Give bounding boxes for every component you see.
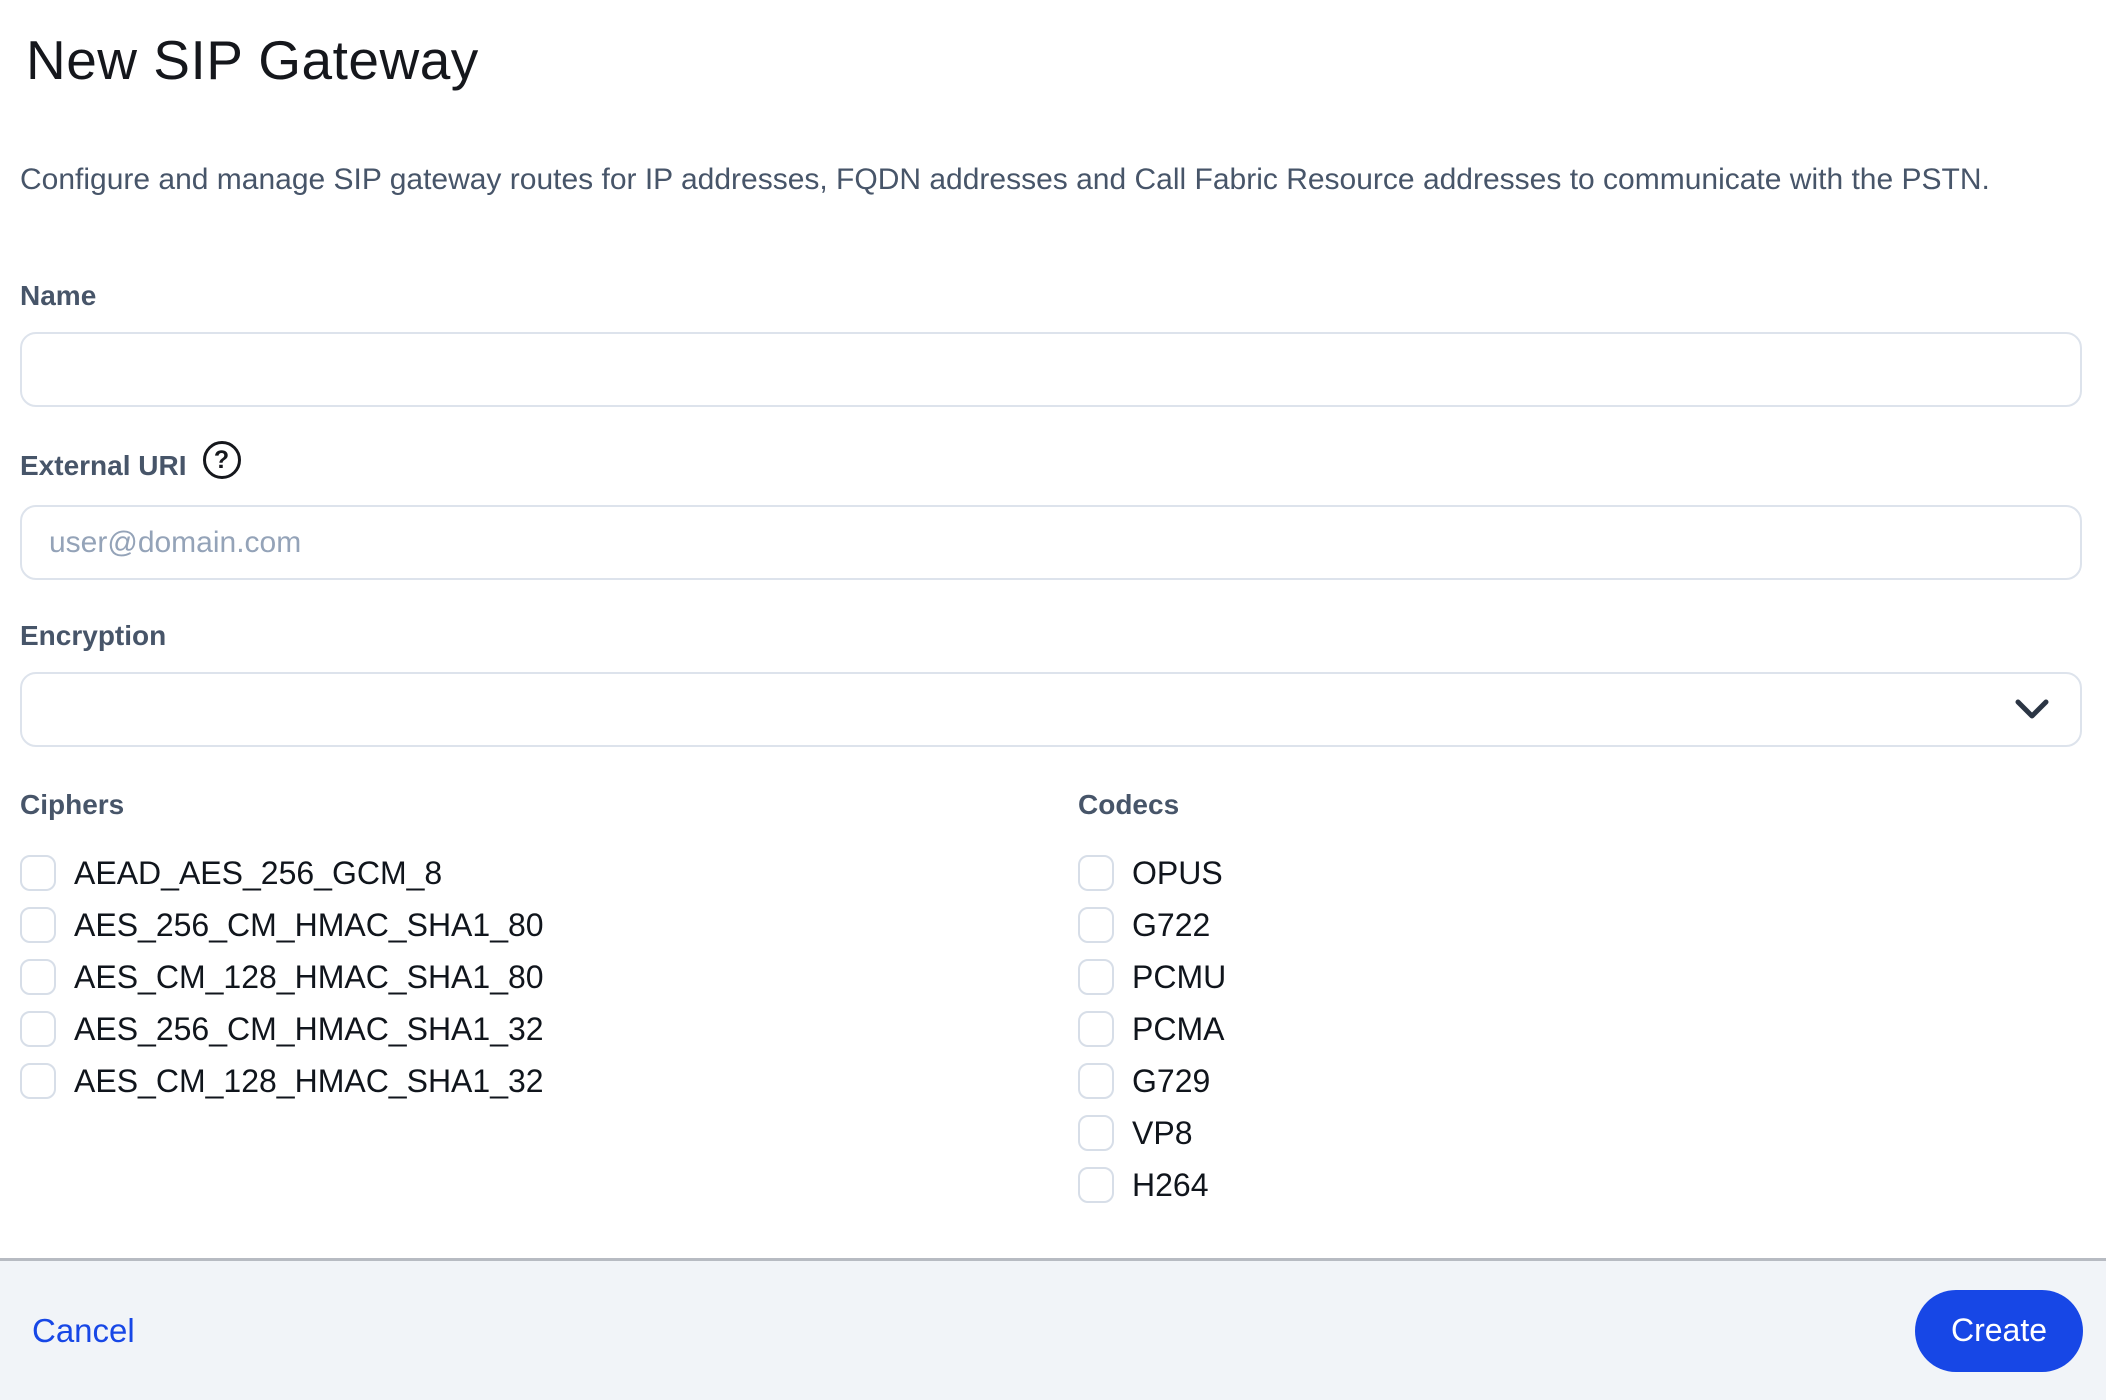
codec-option[interactable]: H264 [1078, 1159, 2082, 1211]
codecs-group [1078, 789, 2082, 1211]
form-footer [0, 1258, 2106, 1400]
codecs-list [1078, 847, 2082, 1211]
codec-option[interactable]: VP8 [1078, 1107, 2082, 1159]
ciphers-label: Ciphers [20, 789, 125, 820]
checkbox-icon[interactable] [20, 855, 56, 891]
cipher-option[interactable]: AES_CM_128_HMAC_SHA1_32 [20, 1055, 1078, 1107]
external-uri-input[interactable] [20, 505, 2082, 580]
codec-option[interactable]: PCMU [1078, 951, 2082, 1003]
codec-option[interactable]: OPUS [1078, 847, 2082, 899]
checkbox-icon[interactable] [1078, 1115, 1114, 1151]
create-button[interactable]: Create [1915, 1290, 2083, 1372]
checkbox-icon[interactable] [20, 907, 56, 943]
checkbox-icon[interactable] [1078, 907, 1114, 943]
checkbox-icon[interactable] [1078, 1167, 1114, 1203]
codecs-label: Codecs [1078, 789, 1180, 820]
checkbox-icon[interactable] [1078, 1063, 1114, 1099]
cipher-option[interactable]: AEAD_AES_256_GCM_8 [20, 847, 1078, 899]
ciphers-group [20, 789, 1078, 1211]
encryption-field [20, 620, 2082, 747]
cancel-button[interactable]: Cancel [32, 1311, 135, 1349]
external-uri-label: External URI [20, 450, 187, 481]
checkbox-icon[interactable] [1078, 1011, 1114, 1047]
page-description: Configure and manage SIP gateway routes for IP addresses, FQDN addresses and Call Fabric Resource addresses to communicate with the PSTN. [20, 163, 1990, 196]
external-uri-field [20, 447, 2082, 580]
codec-option[interactable]: G729 [1078, 1055, 2082, 1107]
page-title: New SIP Gateway [26, 29, 479, 91]
encryption-select[interactable] [20, 672, 2082, 747]
codec-option[interactable]: PCMA [1078, 1003, 2082, 1055]
checkbox-icon[interactable] [20, 1011, 56, 1047]
cipher-option[interactable]: AES_CM_128_HMAC_SHA1_80 [20, 951, 1078, 1003]
checkbox-icon[interactable] [1078, 855, 1114, 891]
chevron-down-icon [2015, 699, 2049, 721]
cipher-option[interactable]: AES_256_CM_HMAC_SHA1_32 [20, 1003, 1078, 1055]
cipher-option[interactable]: AES_256_CM_HMAC_SHA1_80 [20, 899, 1078, 951]
name-input[interactable] [20, 332, 2082, 407]
name-field [20, 280, 2082, 407]
checkbox-icon[interactable] [20, 1063, 56, 1099]
encryption-label: Encryption [20, 620, 167, 651]
ciphers-list [20, 847, 1078, 1107]
checkbox-icon[interactable] [20, 959, 56, 995]
checkbox-icon[interactable] [1078, 959, 1114, 995]
name-label: Name [20, 280, 97, 311]
question-circle-icon[interactable]: ? [203, 441, 241, 479]
options-columns [20, 789, 2082, 1211]
codec-option[interactable]: G722 [1078, 899, 2082, 951]
